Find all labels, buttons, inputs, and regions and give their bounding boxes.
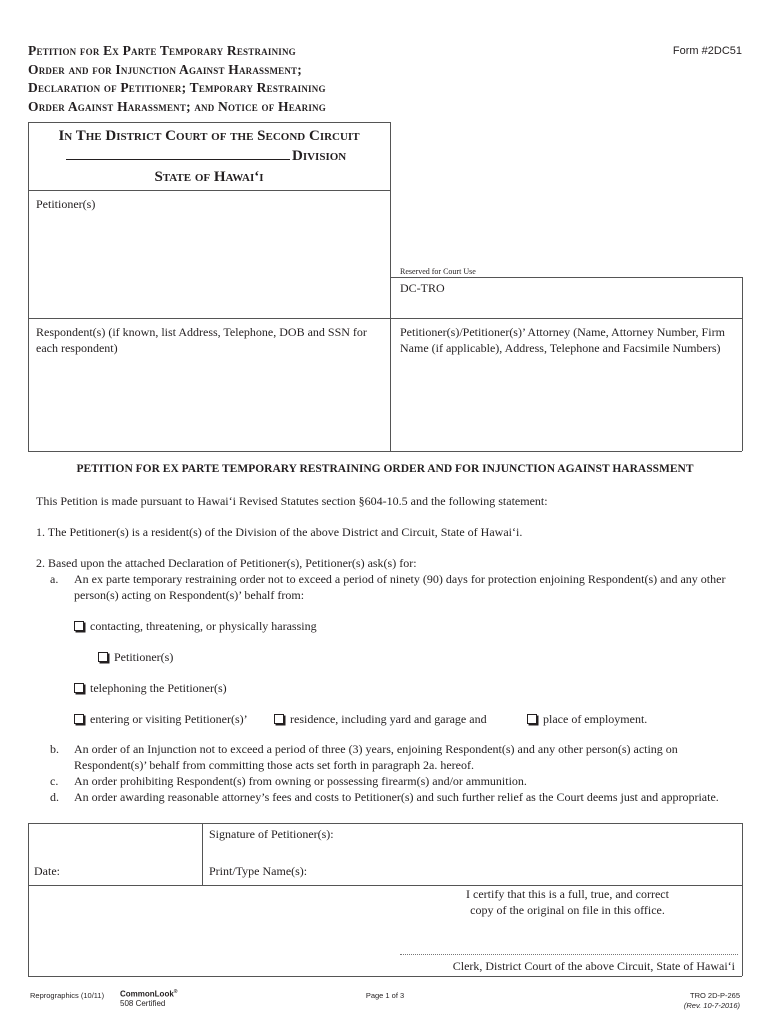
commonlook-text: CommonLook bbox=[120, 989, 174, 999]
checkbox-icon[interactable] bbox=[74, 621, 84, 631]
checkbox-label: entering or visiting Petitioner(s)’ bbox=[90, 712, 248, 726]
checkbox-residence[interactable] bbox=[274, 712, 487, 728]
checkbox-icon[interactable] bbox=[98, 652, 108, 662]
item-2: 2. Based upon the attached Declaration of Petitioner(s), Petitioner(s) ask(s) for: bbox=[36, 556, 417, 570]
division-blank-line bbox=[66, 159, 290, 160]
title-line: Order Against Harassment; and Notice of Hearing bbox=[28, 98, 326, 114]
title-line: Declaration of Petitioner; Temporary Restraining bbox=[28, 80, 326, 95]
item-d-text: An order awarding reasonable attorney’s fees and costs to Petitioner(s) and such further relief as the Court deems just and appropriate. bbox=[74, 790, 719, 804]
item-a-marker: a. bbox=[50, 572, 59, 586]
respondents-label: Respondent(s) (if known, list Address, Telephone, DOB and SSN for each respondent) bbox=[36, 325, 367, 355]
division-label: Division bbox=[292, 148, 347, 164]
checkbox-label: contacting, threatening, or physically harassing bbox=[90, 619, 317, 633]
checkbox-label: residence, including yard and garage and bbox=[290, 712, 487, 726]
item-b-text: An order of an Injunction not to exceed a period of three (3) years, enjoining Respondent(s) and any other person(s) acting on Respondent(s)’ behalf from committing those acts set forth in paragraph 2a. hereof. bbox=[74, 742, 678, 772]
revision-date: (Rev. 10-7-2016) bbox=[683, 1001, 740, 1010]
clerk-signature-line bbox=[400, 954, 738, 955]
checkbox-icon[interactable] bbox=[74, 683, 84, 693]
page-number: Page 1 of 3 bbox=[365, 991, 405, 1000]
print-name-label: Print/Type Name(s): bbox=[209, 864, 308, 878]
title-line: Order and for Injunction Against Harassment; bbox=[28, 61, 302, 77]
checkbox-label: place of employment. bbox=[543, 712, 648, 726]
title-line: Petition for Ex Parte Temporary Restraining bbox=[28, 43, 296, 58]
checkbox-label: Petitioner(s) bbox=[114, 650, 174, 664]
reprographics: Reprographics (10/11) bbox=[30, 991, 105, 1000]
checkbox-icon[interactable] bbox=[527, 714, 537, 724]
checkbox-employment[interactable] bbox=[527, 712, 647, 728]
court-name: In The District Court of the Second Circuit bbox=[58, 128, 360, 144]
signature-label: Signature of Petitioner(s): bbox=[209, 827, 334, 841]
reserved-label: Reserved for Court Use bbox=[400, 267, 476, 276]
form-code: TRO 2D-P-265 bbox=[689, 991, 740, 1000]
checkbox-petitioners[interactable] bbox=[98, 650, 173, 666]
commonlook-logo: CommonLook® bbox=[120, 989, 178, 999]
508-certified: 508 Certified bbox=[120, 999, 166, 1008]
item-b-marker: b. bbox=[50, 742, 59, 756]
petition-heading: PETITION FOR EX PARTE TEMPORARY RESTRAINING ORDER AND FOR INJUNCTION AGAINST HARASSMENT bbox=[76, 463, 694, 475]
item-c-marker: c. bbox=[50, 774, 59, 788]
certify-line-1: I certify that this is a full, true, and correct bbox=[466, 887, 669, 901]
checkbox-telephoning[interactable] bbox=[74, 681, 227, 697]
certify-line-2: copy of the original on file in this office. bbox=[470, 903, 665, 917]
checkbox-icon[interactable] bbox=[74, 714, 84, 724]
checkbox-label: telephoning the Petitioner(s) bbox=[90, 681, 227, 695]
form-number: Form #2DC51 bbox=[672, 45, 742, 57]
attorney-label: Petitioner(s)/Petitioner(s)’ Attorney (Name, Attorney Number, Firm Name (if applicable), Address, Telephone and Facsimile Numbers) bbox=[400, 325, 725, 355]
case-type: DC-TRO bbox=[400, 281, 445, 295]
petitioners-label: Petitioner(s) bbox=[36, 197, 96, 211]
item-1: 1. The Petitioner(s) is a resident(s) of the Division of the above District and Circuit, State of Hawai‘i. bbox=[36, 525, 523, 539]
item-d-marker: d. bbox=[50, 790, 59, 804]
clerk-label: Clerk, District Court of the above Circuit, State of Hawai‘i bbox=[452, 959, 735, 973]
checkbox-entering[interactable] bbox=[74, 712, 248, 728]
state-name: State of Hawai‘i bbox=[154, 169, 264, 185]
petition-intro: This Petition is made pursuant to Hawai‘i Revised Statutes section §604-10.5 and the following statement: bbox=[36, 494, 548, 508]
checkbox-icon[interactable] bbox=[274, 714, 284, 724]
checkbox-contacting[interactable] bbox=[74, 619, 317, 635]
date-label: Date: bbox=[34, 864, 60, 878]
item-a-text: An ex parte temporary restraining order not to exceed a period of ninety (90) days for protection enjoining Respondent(s) and any other person(s) acting on Respondent(s)’ behalf from: bbox=[74, 572, 726, 602]
item-c-text: An order prohibiting Respondent(s) from owning or possessing firearm(s) and/or ammunition. bbox=[74, 774, 527, 788]
form-title bbox=[28, 42, 408, 116]
